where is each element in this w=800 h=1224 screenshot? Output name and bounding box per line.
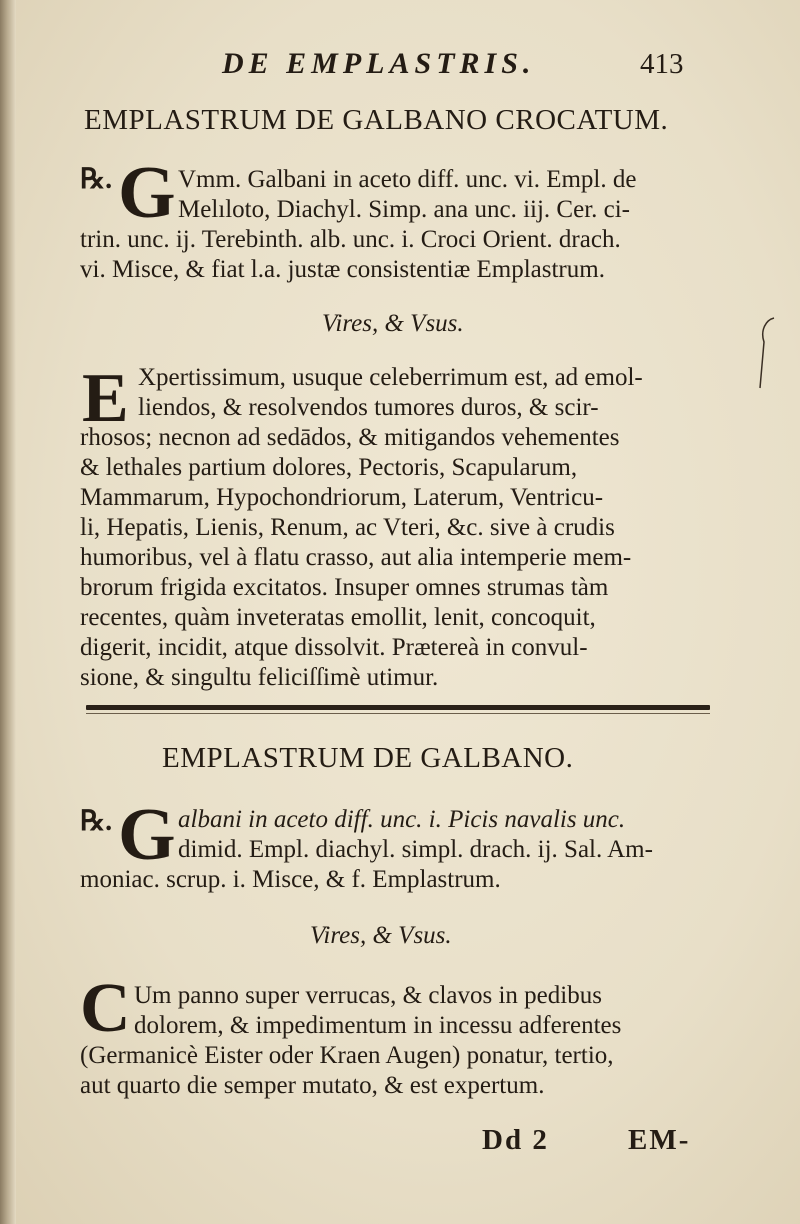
body-line: (Germanicè Eister oder Kraen Augen) ponatur, tertio, — [80, 1042, 614, 1069]
body-line: & lethales partium dolores, Pectoris, Scapularum, — [80, 454, 578, 481]
section-1-body-dropcap: E — [82, 360, 129, 437]
recipe-line: vi. Misce, & fiat l.a. justæ consistentiæ Emplastrum. — [80, 256, 605, 283]
body-line: digerit, incidit, atque dissolvit. Prætereà in convul- — [80, 634, 588, 661]
running-title: DE EMPLASTRIS. — [222, 47, 536, 80]
recipe-line: dimid. Empl. diachyl. simpl. drach. ij. Sal. Am- — [178, 836, 653, 863]
section-2-body-dropcap: C — [80, 970, 131, 1047]
body-line: dolorem, & impedimentum in incessu adferentes — [134, 1012, 622, 1039]
recipe-symbol: ℞. — [80, 164, 113, 195]
section-2-subheading: Vires, & Vsus. — [310, 922, 452, 949]
signature-mark: Dd 2 — [482, 1124, 549, 1156]
section-1-title: EMPLASTRUM DE GALBANO CROCATUM. — [84, 104, 669, 136]
body-line: humoribus, vel à flatu crasso, aut alia intemperie mem- — [80, 544, 632, 571]
recipe-line: Vmm. Galbani in aceto diff. unc. vi. Empl. de — [178, 166, 637, 193]
body-line: Mammarum, Hypochondriorum, Laterum, Ventricu- — [80, 484, 604, 511]
recipe-line: Melıloto, Diachyl. Simp. ana unc. iij. Cer. ci- — [178, 196, 631, 223]
page-number: 413 — [640, 48, 684, 80]
body-line: brorum frigida excitatos. Insuper omnes strumas tàm — [80, 574, 609, 601]
body-line: recentes, quàm inveteratas emollit, lenit, concoquit, — [80, 604, 596, 631]
recipe-line: albani in aceto diff. unc. i. Picis navalis unc. — [178, 806, 626, 833]
margin-pen-mark — [752, 310, 782, 400]
body-line: liendos, & resolvendos tumores duros, & scir- — [138, 394, 599, 421]
body-line: sione, & singultu feliciſſimè utimur. — [80, 664, 439, 691]
body-line: Um panno super verrucas, & clavos in pedibus — [134, 982, 602, 1009]
section-1-subheading: Vires, & Vsus. — [322, 310, 464, 337]
body-line: li, Hepatis, Lienis, Renum, ac Vteri, &c. sive à crudis — [80, 514, 615, 541]
body-line: Xpertissimum, usuque celeberrimum est, ad emol- — [138, 364, 643, 391]
section-2-dropcap: G — [118, 794, 176, 876]
body-line: aut quarto die semper mutato, & est expertum. — [80, 1072, 545, 1099]
section-1-dropcap: G — [118, 152, 176, 234]
recipe-symbol: ℞. — [80, 806, 113, 837]
section-divider-thin — [86, 713, 710, 714]
page-gutter-shadow — [0, 0, 16, 1224]
body-line: rhosos; necnon ad sedādos, & mitigandos vehementes — [80, 424, 620, 451]
catchword: EM- — [628, 1124, 691, 1156]
section-divider — [86, 705, 710, 710]
section-2-title: EMPLASTRUM DE GALBANO. — [162, 742, 574, 774]
recipe-line: moniac. scrup. i. Misce, & f. Emplastrum. — [80, 866, 501, 893]
recipe-line: trin. unc. ij. Terebinth. alb. unc. i. Croci Orient. drach. — [80, 226, 621, 253]
